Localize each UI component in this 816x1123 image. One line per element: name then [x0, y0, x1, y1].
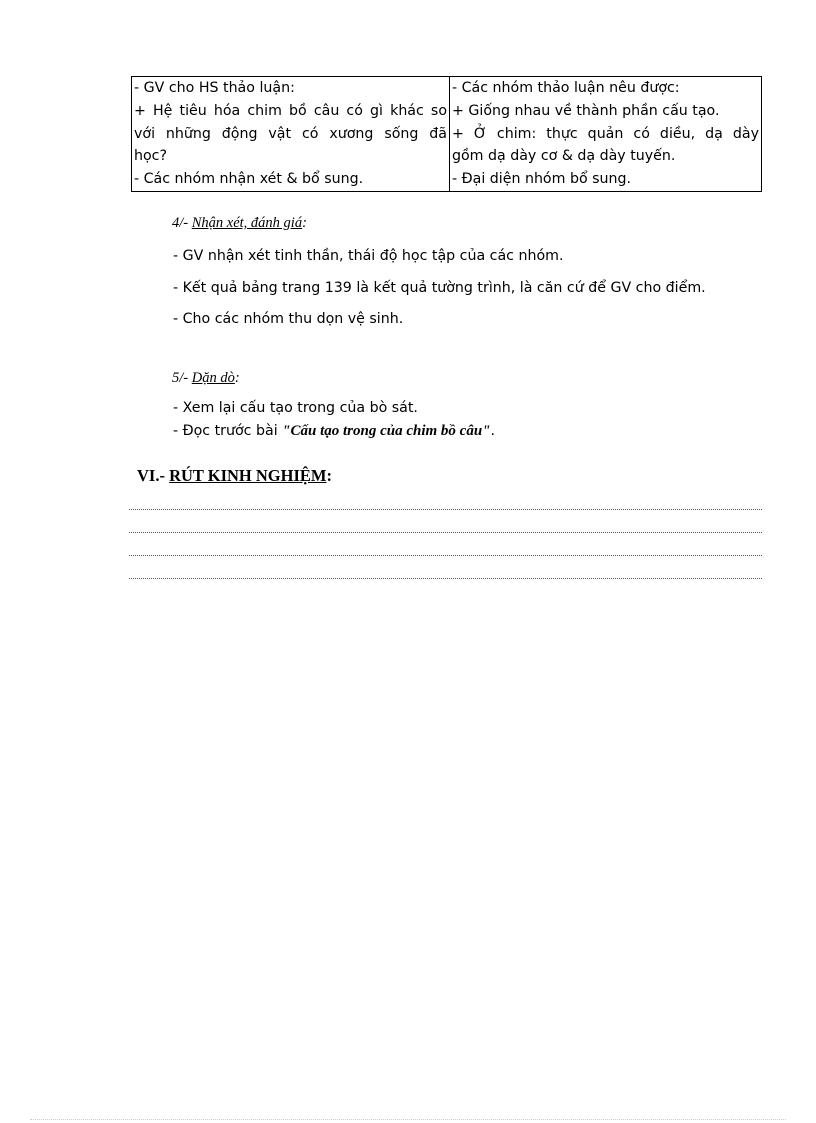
- dotted-writing-line: [129, 509, 762, 510]
- dotted-writing-line: [129, 555, 762, 556]
- table-cell-line: - Đại diện nhóm bổ sung.: [452, 171, 632, 188]
- heading-prefix: 5/-: [172, 370, 192, 386]
- table-cell-line: + Hệ tiêu hóa chim bồ câu có gì khác so: [134, 102, 447, 119]
- list-item: - Kết quả bảng trang 139 là kết quả tường trình, là căn cứ để GV cho điểm.: [173, 280, 706, 296]
- table-cell-line: - GV cho HS thảo luận:: [134, 80, 295, 96]
- heading-title: RÚT KINH NGHIỆM: [169, 466, 327, 485]
- heading-suffix: :: [326, 466, 332, 485]
- list-item: - Cho các nhóm thu dọn vệ sinh.: [173, 311, 404, 327]
- table-cell-line: học?: [134, 148, 168, 165]
- table-row: [132, 77, 762, 192]
- teacher-activity-cell: [132, 77, 450, 192]
- heading-suffix: :: [234, 370, 240, 386]
- list-item: - Xem lại cấu tạo trong của bò sát.: [173, 400, 418, 416]
- student-activity-cell: [450, 77, 762, 192]
- table-cell-line: + Ở chim: thực quản có diều, dạ dày: [452, 125, 759, 142]
- experience-heading: [137, 466, 332, 486]
- heading-prefix: 4/-: [172, 215, 192, 231]
- dotted-writing-line: [129, 532, 762, 533]
- heading-title: Nhận xét, đánh giá: [191, 215, 303, 231]
- heading-suffix: :: [302, 215, 307, 231]
- activity-table: [131, 76, 762, 192]
- table-cell-line: - Các nhóm nhận xét & bổ sung.: [134, 171, 364, 188]
- dotted-writing-line: [129, 578, 762, 579]
- section-heading: [172, 212, 307, 234]
- section-heading: [172, 367, 240, 389]
- table-cell-line: với những động vật có xương sống đã: [134, 125, 447, 142]
- page-edge-divider: [30, 1119, 786, 1120]
- item-text: .: [490, 423, 496, 439]
- lesson-title: "Cấu tạo trong của chim bồ câu": [282, 423, 491, 439]
- table-cell-line: + Giống nhau về thành phần cấu tạo.: [452, 102, 720, 119]
- item-text: - Đọc trước bài: [173, 423, 283, 439]
- table-cell-line: gồm dạ dày cơ & dạ dày tuyến.: [452, 148, 676, 165]
- table-cell-line: - Các nhóm thảo luận nêu được:: [452, 80, 680, 96]
- list-item: - GV nhận xét tinh thần, thái độ học tập của các nhóm.: [173, 248, 564, 264]
- heading-title: Dặn dò: [191, 370, 235, 386]
- list-item: [173, 420, 495, 442]
- heading-prefix: VI.-: [137, 466, 170, 485]
